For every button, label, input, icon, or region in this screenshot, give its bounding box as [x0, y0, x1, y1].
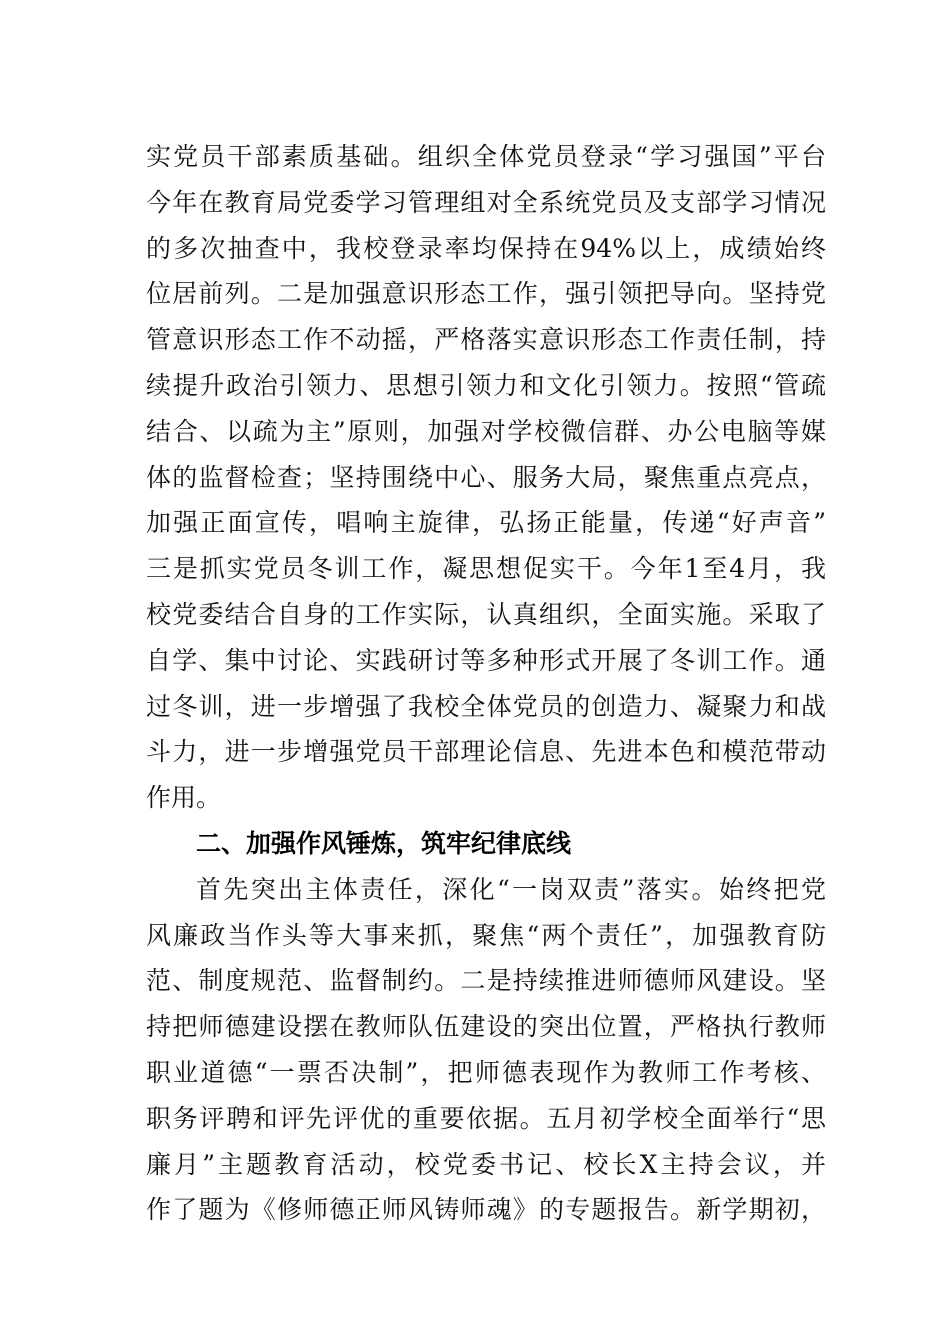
text-line: 范、制度规范、监督制约。二是持续推进师德师风建设。坚: [146, 966, 826, 996]
text-line: 校党委结合自身的工作实际，认真组织，全面实施。采取了: [146, 599, 826, 629]
text-line: 职业道德“一票否决制”，把师德表现作为教师工作考核、: [146, 1057, 826, 1087]
text-line: 斗力，进一步增强党员干部理论信息、先进本色和模范带动: [146, 737, 826, 767]
text-line: 作用。: [146, 783, 222, 813]
text-line: 持把师德建设摆在教师队伍建设的突出位置，严格执行教师: [146, 1012, 826, 1042]
text-line: 三是抓实党员冬训工作，凝思想促实干。今年1至4月，我: [146, 554, 826, 584]
text-line: 管意识形态工作不动摇，严格落实意识形态工作责任制，持: [146, 325, 826, 355]
text-line: 位居前列。二是加强意识形态工作，强引领把导向。坚持党: [146, 279, 826, 309]
text-line: 结合、以疏为主”原则，加强对学校微信群、办公电脑等媒: [146, 416, 826, 446]
document-body: [146, 134, 826, 1233]
text-line: 职务评聘和评先评优的重要依据。五月初学校全面举行“思: [146, 1103, 826, 1133]
text-line: 续提升政治引领力、思想引领力和文化引领力。按照“管疏: [146, 370, 826, 400]
text-line: 风廉政当作头等大事来抓，聚焦“两个责任”，加强教育防: [146, 920, 826, 950]
text-line: 今年在教育局党委学习管理组对全系统党员及支部学习情况: [146, 187, 826, 217]
text-line: 作了题为《修师德正师风铸师魂》的专题报告。新学期初，: [146, 1195, 826, 1225]
text-line: 首先突出主体责任，深化“一岗双责”落实。始终把党: [196, 874, 826, 904]
text-line: 的多次抽查中，我校登录率均保持在94%以上，成绩始终: [146, 233, 826, 263]
text-line: 自学、集中讨论、实践研讨等多种形式开展了冬训工作。通: [146, 645, 826, 675]
text-line: 廉月”主题教育活动，校党委书记、校长X主持会议，并: [146, 1149, 826, 1179]
text-line: 过冬训，进一步增强了我校全体党员的创造力、凝聚力和战: [146, 691, 826, 721]
text-line: 体的监督检查；坚持围绕中心、服务大局，聚焦重点亮点，: [146, 462, 826, 492]
text-line: 加强正面宣传，唱响主旋律，弘扬正能量，传递“好声音”: [146, 508, 826, 538]
text-line: 实党员干部素质基础。组织全体党员登录“学习强国”平台: [146, 142, 826, 171]
section-heading: 二、加强作风锤炼，筑牢纪律底线: [196, 828, 572, 858]
